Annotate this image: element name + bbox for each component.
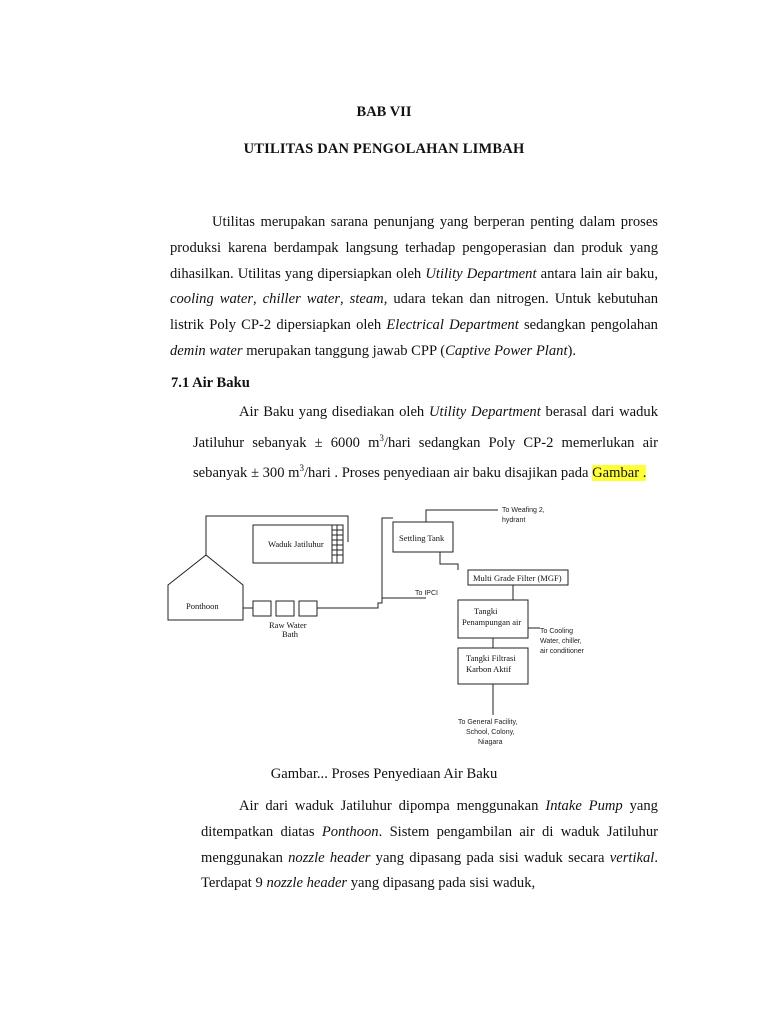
raw-water-box-1 [253,601,271,616]
to-cooling-label-2: Water, chiller, [540,638,582,645]
figure-caption: Gambar... Proses Penyediaan Air Baku [270,766,498,782]
to-ipci-label: To IPCI [415,590,438,597]
chapter-heading: BAB VII [356,104,412,120]
tangki2-label: Tangki Filtrasi [466,653,516,663]
section-heading: 7.1 Air Baku [171,375,250,391]
to-weafing-label-2: hydrant [502,517,526,524]
to-general-label-3: Niagara [478,739,503,746]
intro-paragraph: Utilitas merupakan sarana penunjang yang berperan penting dalam proses produksi karena berdampak langsung terhadap pengoperasian dan produk yang dihasilkan. Utilitas yang dipersiapkan oleh Utility Department antara lain air baku, cooling water, chiller water, steam, udara tekan dan nitrogen. Untuk kebutuhan listrik Poly CP-2 dipersiapkan oleh Electrical Department sedangkan pengolahan demin water merupakan tanggung jawab CPP (Captive Power Plant). [170,214,659,359]
pump-paragraph: Air dari waduk Jatiluhur dipompa menggunakan Intake Pump yang ditempatkan diatas Ponthoon. Sistem pengambilan air di waduk Jatiluhur menggunakan nozzle header yang dipasang pada sisi waduk secara vertikal. Terdapat 9 nozzle header yang dipasang pada sisi waduk, [201,798,658,892]
tangki1-label-2: Penampungan air [462,617,522,627]
tangki1-label: Tangki [474,606,498,616]
tangki2-label-2: Karbon Aktif [466,664,512,674]
highlighted-reference: Gambar . [592,465,647,482]
to-weafing-label: To Weafing 2, [502,507,545,514]
mgf-label: Multi Grade Filter (MGF) [473,573,562,583]
to-cooling-label-3: air conditioner [540,648,584,655]
to-general-label: To General Facility, [458,719,518,726]
raw-water-label-2: Bath [282,629,299,639]
raw-water-box-2 [276,601,294,616]
ponthoon-label: Ponthoon [186,601,219,611]
air-baku-paragraph: Air Baku yang disediakan oleh Utility Department berasal dari waduk Jatiluhur sebanyak ± 6000 $m^3$/hari sedangkan Poly CP-2 memerlukan air sebanyak ± 300 $m^3$/hari . Proses penyediaan air baku disajikan pada Gambar . [193,404,658,482]
to-cooling-label: To Cooling [540,628,574,635]
waduk-label: Waduk Jatiluhur [268,539,324,549]
raw-water-box-3 [299,601,317,616]
to-general-label-2: School, Colony, [466,729,515,736]
chapter-title: UTILITAS DAN PENGOLAHAN LIMBAH [243,141,525,157]
settling-label: Settling Tank [399,533,445,543]
raw-water-label: Raw Water [269,620,307,630]
process-diagram [168,500,584,760]
